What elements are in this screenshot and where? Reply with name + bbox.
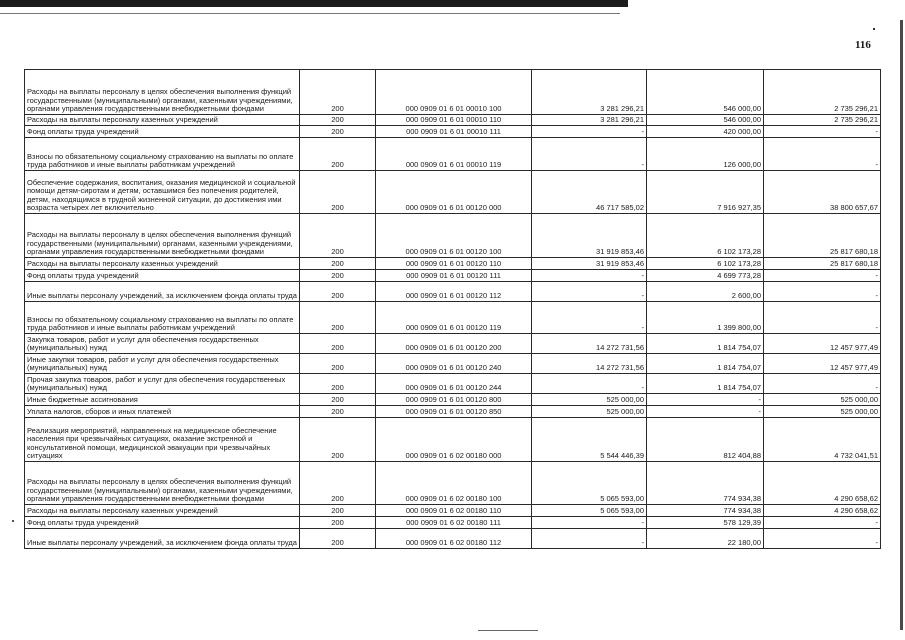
row-name [25,517,300,529]
row-unexecuted-amount [764,394,881,406]
table-row [25,517,881,529]
row-name-text: Фонд оплаты труда учреждений [27,127,139,137]
row-classification-code-text: 000 0909 01 6 01 00120 100 [405,247,502,257]
row-line-code-text: 200 [331,395,344,405]
row-line-code-text: 200 [331,203,344,213]
row-executed-amount-text: 22 180,00 [727,538,761,548]
row-classification-code-text: 000 0909 01 6 01 00120 119 [405,323,502,333]
row-unexecuted-amount [764,270,881,282]
row-unexecuted-amount-text: - [875,383,878,393]
row-executed-amount [647,70,764,115]
table-row [25,258,881,270]
row-approved-amount [532,462,647,505]
row-name-text: Фонд оплаты труда учреждений [27,518,139,528]
row-name-text: Расходы на выплаты персоналу казенных учреждений [27,115,218,125]
row-name [25,505,300,517]
row-executed-amount-text: 6 102 173,28 [717,247,761,257]
row-line-code-text: 200 [331,506,344,516]
row-approved-amount-text: - [641,518,644,528]
row-unexecuted-amount-text: 12 457 977,49 [830,363,878,373]
row-executed-amount [647,529,764,549]
row-executed-amount [647,115,764,126]
row-approved-amount [532,374,647,394]
row-classification-code-text: 000 0909 01 6 01 00120 244 [405,383,502,393]
row-executed-amount-text: 1 399 800,00 [717,323,761,333]
row-executed-amount-text: 546 000,00 [723,104,761,114]
row-executed-amount [647,258,764,270]
row-approved-amount [532,529,647,549]
row-executed-amount-text: 420 000,00 [723,127,761,137]
row-executed-amount-text: 4 699 773,28 [717,271,761,281]
row-approved-amount-text: 3 281 296,21 [600,115,644,125]
table-row [25,171,881,214]
row-name [25,171,300,214]
row-executed-amount-text: 546 000,00 [723,115,761,125]
row-classification-code-text: 000 0909 01 6 01 00010 111 [406,127,501,137]
row-name [25,282,300,302]
row-classification-code-text: 000 0909 01 6 01 00010 100 [405,104,502,114]
row-classification-code [376,282,532,302]
table-row [25,394,881,406]
row-approved-amount [532,505,647,517]
row-classification-code-text: 000 0909 01 6 01 00120 000 [405,203,502,213]
row-name-text: Взносы по обязательному социальному страхованию на выплаты по оплате труда работников и иные выплаты работникам учреждений [27,151,294,170]
row-name-text: Прочая закупка товаров, работ и услуг для обеспечения государственных (муниципальных) нужд [27,374,286,393]
row-unexecuted-amount-text: - [875,160,878,170]
row-name-text: Расходы на выплаты персоналу казенных учреждений [27,506,218,516]
row-classification-code [376,462,532,505]
row-name [25,270,300,282]
row-unexecuted-amount-text: 25 817 680,18 [830,259,878,269]
row-unexecuted-amount [764,418,881,462]
row-approved-amount [532,126,647,138]
row-executed-amount-text: 2 600,00 [731,291,761,301]
row-approved-amount [532,354,647,374]
row-approved-amount [532,517,647,529]
row-line-code [300,126,376,138]
row-executed-amount-text: 1 814 754,07 [717,383,761,393]
row-unexecuted-amount [764,258,881,270]
row-executed-amount [647,418,764,462]
row-executed-amount [647,374,764,394]
row-classification-code [376,115,532,126]
row-line-code [300,282,376,302]
row-executed-amount-text: 126 000,00 [723,160,761,170]
row-name-text: Фонд оплаты труда учреждений [27,271,139,281]
row-executed-amount-text: - [758,395,761,405]
row-classification-code-text: 000 0909 01 6 02 00180 110 [405,506,502,516]
row-approved-amount-text: 31 919 853,46 [596,247,644,257]
row-line-code-text: 200 [331,247,344,257]
row-classification-code [376,214,532,258]
row-unexecuted-amount-text: - [875,127,878,137]
row-line-code [300,214,376,258]
row-classification-code [376,517,532,529]
row-approved-amount-text: - [641,160,644,170]
row-approved-amount-text: - [641,271,644,281]
row-executed-amount [647,214,764,258]
row-unexecuted-amount-text: - [875,291,878,301]
row-executed-amount-text: 1 814 754,07 [717,343,761,353]
row-line-code-text: 200 [331,343,344,353]
row-executed-amount [647,282,764,302]
row-classification-code-text: 000 0909 01 6 01 00120 110 [405,259,502,269]
table-row [25,70,881,115]
row-unexecuted-amount [764,282,881,302]
row-unexecuted-amount-text: - [875,538,878,548]
row-executed-amount [647,517,764,529]
table-row [25,138,881,171]
row-line-code [300,517,376,529]
row-unexecuted-amount [764,462,881,505]
row-unexecuted-amount [764,115,881,126]
row-name [25,374,300,394]
row-classification-code-text: 000 0909 01 6 02 00180 000 [405,451,502,461]
row-name [25,529,300,549]
row-approved-amount-text: 14 272 731,56 [596,343,644,353]
row-name [25,418,300,462]
budget-report-table [24,69,881,549]
row-executed-amount [647,171,764,214]
row-line-code-text: 200 [331,104,344,114]
table-row [25,115,881,126]
row-unexecuted-amount [764,374,881,394]
table-row [25,418,881,462]
row-executed-amount [647,406,764,418]
row-classification-code-text: 000 0909 01 6 01 00120 800 [405,395,502,405]
row-line-code-text: 200 [331,160,344,170]
row-approved-amount [532,214,647,258]
row-classification-code [376,354,532,374]
row-line-code [300,70,376,115]
table-row [25,354,881,374]
row-executed-amount-text: 6 102 173,28 [717,259,761,269]
row-executed-amount [647,126,764,138]
row-line-code [300,171,376,214]
row-executed-amount-text: 774 934,38 [723,494,761,504]
table-row [25,505,881,517]
table-row [25,270,881,282]
row-unexecuted-amount [764,334,881,354]
row-name [25,115,300,126]
row-approved-amount [532,171,647,214]
row-unexecuted-amount [764,517,881,529]
row-name-text: Иные бюджетные ассигнования [27,395,138,405]
row-name [25,462,300,505]
row-line-code [300,138,376,171]
row-line-code [300,406,376,418]
row-classification-code-text: 000 0909 01 6 01 00120 112 [405,291,502,301]
row-name [25,70,300,115]
row-name [25,406,300,418]
row-classification-code [376,270,532,282]
row-classification-code [376,418,532,462]
scan-mark [873,28,875,30]
row-approved-amount [532,258,647,270]
row-approved-amount [532,270,647,282]
row-line-code [300,302,376,334]
row-unexecuted-amount [764,505,881,517]
row-classification-code-text: 000 0909 01 6 02 00180 112 [405,538,502,548]
row-approved-amount-text: 525 000,00 [606,395,644,405]
row-line-code [300,394,376,406]
row-line-code-text: 200 [331,323,344,333]
row-name-text: Иные закупки товаров, работ и услуг для обеспечения государственных (муниципальных) нужд [27,354,279,373]
row-approved-amount [532,138,647,171]
row-approved-amount-text: 525 000,00 [606,407,644,417]
row-executed-amount-text: 7 916 927,35 [717,203,761,213]
row-executed-amount [647,138,764,171]
row-approved-amount [532,115,647,126]
row-executed-amount-text: 812 404,88 [723,451,761,461]
row-name [25,302,300,334]
row-name-text: Уплата налогов, сборов и иных платежей [27,407,172,417]
row-name-text: Взносы по обязательному социальному страхованию на выплаты по оплате труда работников и иные выплаты работникам учреждений [27,314,294,333]
row-unexecuted-amount [764,171,881,214]
row-classification-code-text: 000 0909 01 6 02 00180 111 [406,518,501,528]
row-classification-code [376,529,532,549]
row-line-code-text: 200 [331,451,344,461]
row-unexecuted-amount-text: 12 457 977,49 [830,343,878,353]
row-line-code-text: 200 [331,291,344,301]
table-row [25,406,881,418]
table-row [25,302,881,334]
row-unexecuted-amount [764,126,881,138]
row-name [25,334,300,354]
row-classification-code-text: 000 0909 01 6 01 00120 111 [406,271,501,281]
row-approved-amount-text: 3 281 296,21 [600,104,644,114]
row-executed-amount-text: 774 934,38 [723,506,761,516]
row-name-text: Расходы на выплаты персоналу в целях обеспечения выполнения функций государственными (муниципальными) органами, казенными учреждениями, органами управления государственными внебюджетными фондами [27,230,293,257]
row-approved-amount [532,282,647,302]
row-classification-code [376,302,532,334]
row-executed-amount [647,354,764,374]
row-approved-amount-text: 46 717 585,02 [596,203,644,213]
row-classification-code-text: 000 0909 01 6 01 00010 110 [405,115,502,125]
row-line-code-text: 200 [331,115,344,125]
row-unexecuted-amount-text: - [875,323,878,333]
row-classification-code [376,406,532,418]
row-classification-code-text: 000 0909 01 6 02 00180 100 [405,494,502,504]
row-unexecuted-amount-text: 4 290 658,62 [834,494,878,504]
row-line-code-text: 200 [331,127,344,137]
row-line-code-text: 200 [331,494,344,504]
row-approved-amount [532,302,647,334]
row-unexecuted-amount-text: 25 817 680,18 [830,247,878,257]
row-approved-amount-text: - [641,383,644,393]
table-row [25,214,881,258]
row-classification-code [376,70,532,115]
table-row [25,126,881,138]
row-line-code [300,258,376,270]
row-approved-amount-text: - [641,291,644,301]
row-name [25,126,300,138]
row-unexecuted-amount [764,302,881,334]
row-line-code-text: 200 [331,383,344,393]
row-line-code-text: 200 [331,538,344,548]
row-classification-code [376,258,532,270]
row-classification-code [376,138,532,171]
row-unexecuted-amount [764,70,881,115]
report-table-body [25,70,881,549]
row-approved-amount [532,70,647,115]
row-unexecuted-amount [764,354,881,374]
row-approved-amount-text: 14 272 731,56 [596,363,644,373]
row-approved-amount-text: 31 919 853,46 [596,259,644,269]
row-unexecuted-amount [764,406,881,418]
row-approved-amount-text: - [641,323,644,333]
row-line-code-text: 200 [331,407,344,417]
row-name-text: Иные выплаты персоналу учреждений, за исключением фонда оплаты труда [27,538,297,548]
scan-top-line [0,13,620,14]
row-name-text: Реализация мероприятий, направленных на медицинское обеспечение населения при чрезвычайных ситуациях, оказание экстренной и консультативной помощи, медицинской эвакуации при чрезвычайных ситуациях [27,425,277,461]
row-classification-code [376,334,532,354]
row-classification-code [376,374,532,394]
row-executed-amount-text: 1 814 754,07 [717,363,761,373]
row-line-code-text: 200 [331,518,344,528]
row-classification-code [376,171,532,214]
row-name [25,354,300,374]
row-unexecuted-amount-text: 4 290 658,62 [834,506,878,516]
row-unexecuted-amount-text: - [875,518,878,528]
row-line-code [300,354,376,374]
row-line-code [300,505,376,517]
row-name-text: Иные выплаты персоналу учреждений, за исключением фонда оплаты труда [27,291,297,301]
row-approved-amount [532,406,647,418]
row-line-code [300,270,376,282]
row-line-code [300,334,376,354]
table-row [25,529,881,549]
row-executed-amount [647,334,764,354]
row-classification-code-text: 000 0909 01 6 01 00120 200 [405,343,502,353]
row-classification-code-text: 000 0909 01 6 01 00010 119 [405,160,502,170]
row-unexecuted-amount-text: 525 000,00 [840,395,878,405]
row-unexecuted-amount-text: 525 000,00 [840,407,878,417]
row-classification-code-text: 000 0909 01 6 01 00120 240 [405,363,502,373]
row-unexecuted-amount [764,138,881,171]
row-unexecuted-amount-text: 2 735 296,21 [834,115,878,125]
row-unexecuted-amount-text: - [875,271,878,281]
scan-top-border [0,0,628,7]
row-unexecuted-amount-text: 4 732 041,51 [834,451,878,461]
row-line-code [300,374,376,394]
row-approved-amount-text: 5 065 593,00 [600,506,644,516]
row-line-code [300,418,376,462]
row-unexecuted-amount [764,214,881,258]
row-name-text: Закупка товаров, работ и услуг для обеспечения государственных (муниципальных) нужд [27,334,259,353]
row-executed-amount [647,505,764,517]
row-line-code-text: 200 [331,259,344,269]
row-classification-code [376,394,532,406]
scan-bottom-line [478,630,538,631]
row-classification-code-text: 000 0909 01 6 01 00120 850 [405,407,502,417]
row-approved-amount [532,394,647,406]
row-classification-code [376,505,532,517]
row-unexecuted-amount-text: 38 800 657,67 [830,203,878,213]
scan-right-edge [900,20,903,630]
row-name [25,258,300,270]
row-executed-amount [647,302,764,334]
row-executed-amount-text: - [758,407,761,417]
row-name [25,394,300,406]
row-executed-amount [647,394,764,406]
table-row [25,374,881,394]
row-approved-amount-text: 5 065 593,00 [600,494,644,504]
row-name [25,138,300,171]
row-approved-amount [532,418,647,462]
row-approved-amount-text: - [641,538,644,548]
row-name-text: Обеспечение содержания, воспитания, оказания медицинской и социальной помощи детям-сиротам и детям, оставшимся без попечения родителей, детям, находящимся в трудной жизненной ситуации, до достижения ими возраста четырех лет включительно [27,177,296,213]
row-name-text: Расходы на выплаты персоналу в целях обеспечения выполнения функций государственными (муниципальными) органами, казенными учреждениями, органами управления государственными внебюджетными фондами [27,87,293,114]
row-approved-amount-text: 5 544 446,39 [600,451,644,461]
row-approved-amount-text: - [641,127,644,137]
row-line-code [300,115,376,126]
row-line-code-text: 200 [331,271,344,281]
scan-speck [12,520,14,522]
row-name [25,214,300,258]
table-row [25,462,881,505]
table-row [25,334,881,354]
row-executed-amount-text: 578 129,39 [723,518,761,528]
row-line-code [300,462,376,505]
row-name-text: Расходы на выплаты персоналу в целях обеспечения выполнения функций государственными (муниципальными) органами, казенными учреждениями, органами управления государственными внебюджетными фондами [27,477,293,504]
row-unexecuted-amount [764,529,881,549]
row-line-code-text: 200 [331,363,344,373]
row-approved-amount [532,334,647,354]
row-classification-code [376,126,532,138]
table-row [25,282,881,302]
row-executed-amount [647,270,764,282]
page-number: 116 [855,39,871,51]
row-executed-amount [647,462,764,505]
row-unexecuted-amount-text: 2 735 296,21 [834,104,878,114]
row-name-text: Расходы на выплаты персоналу казенных учреждений [27,259,218,269]
row-line-code [300,529,376,549]
